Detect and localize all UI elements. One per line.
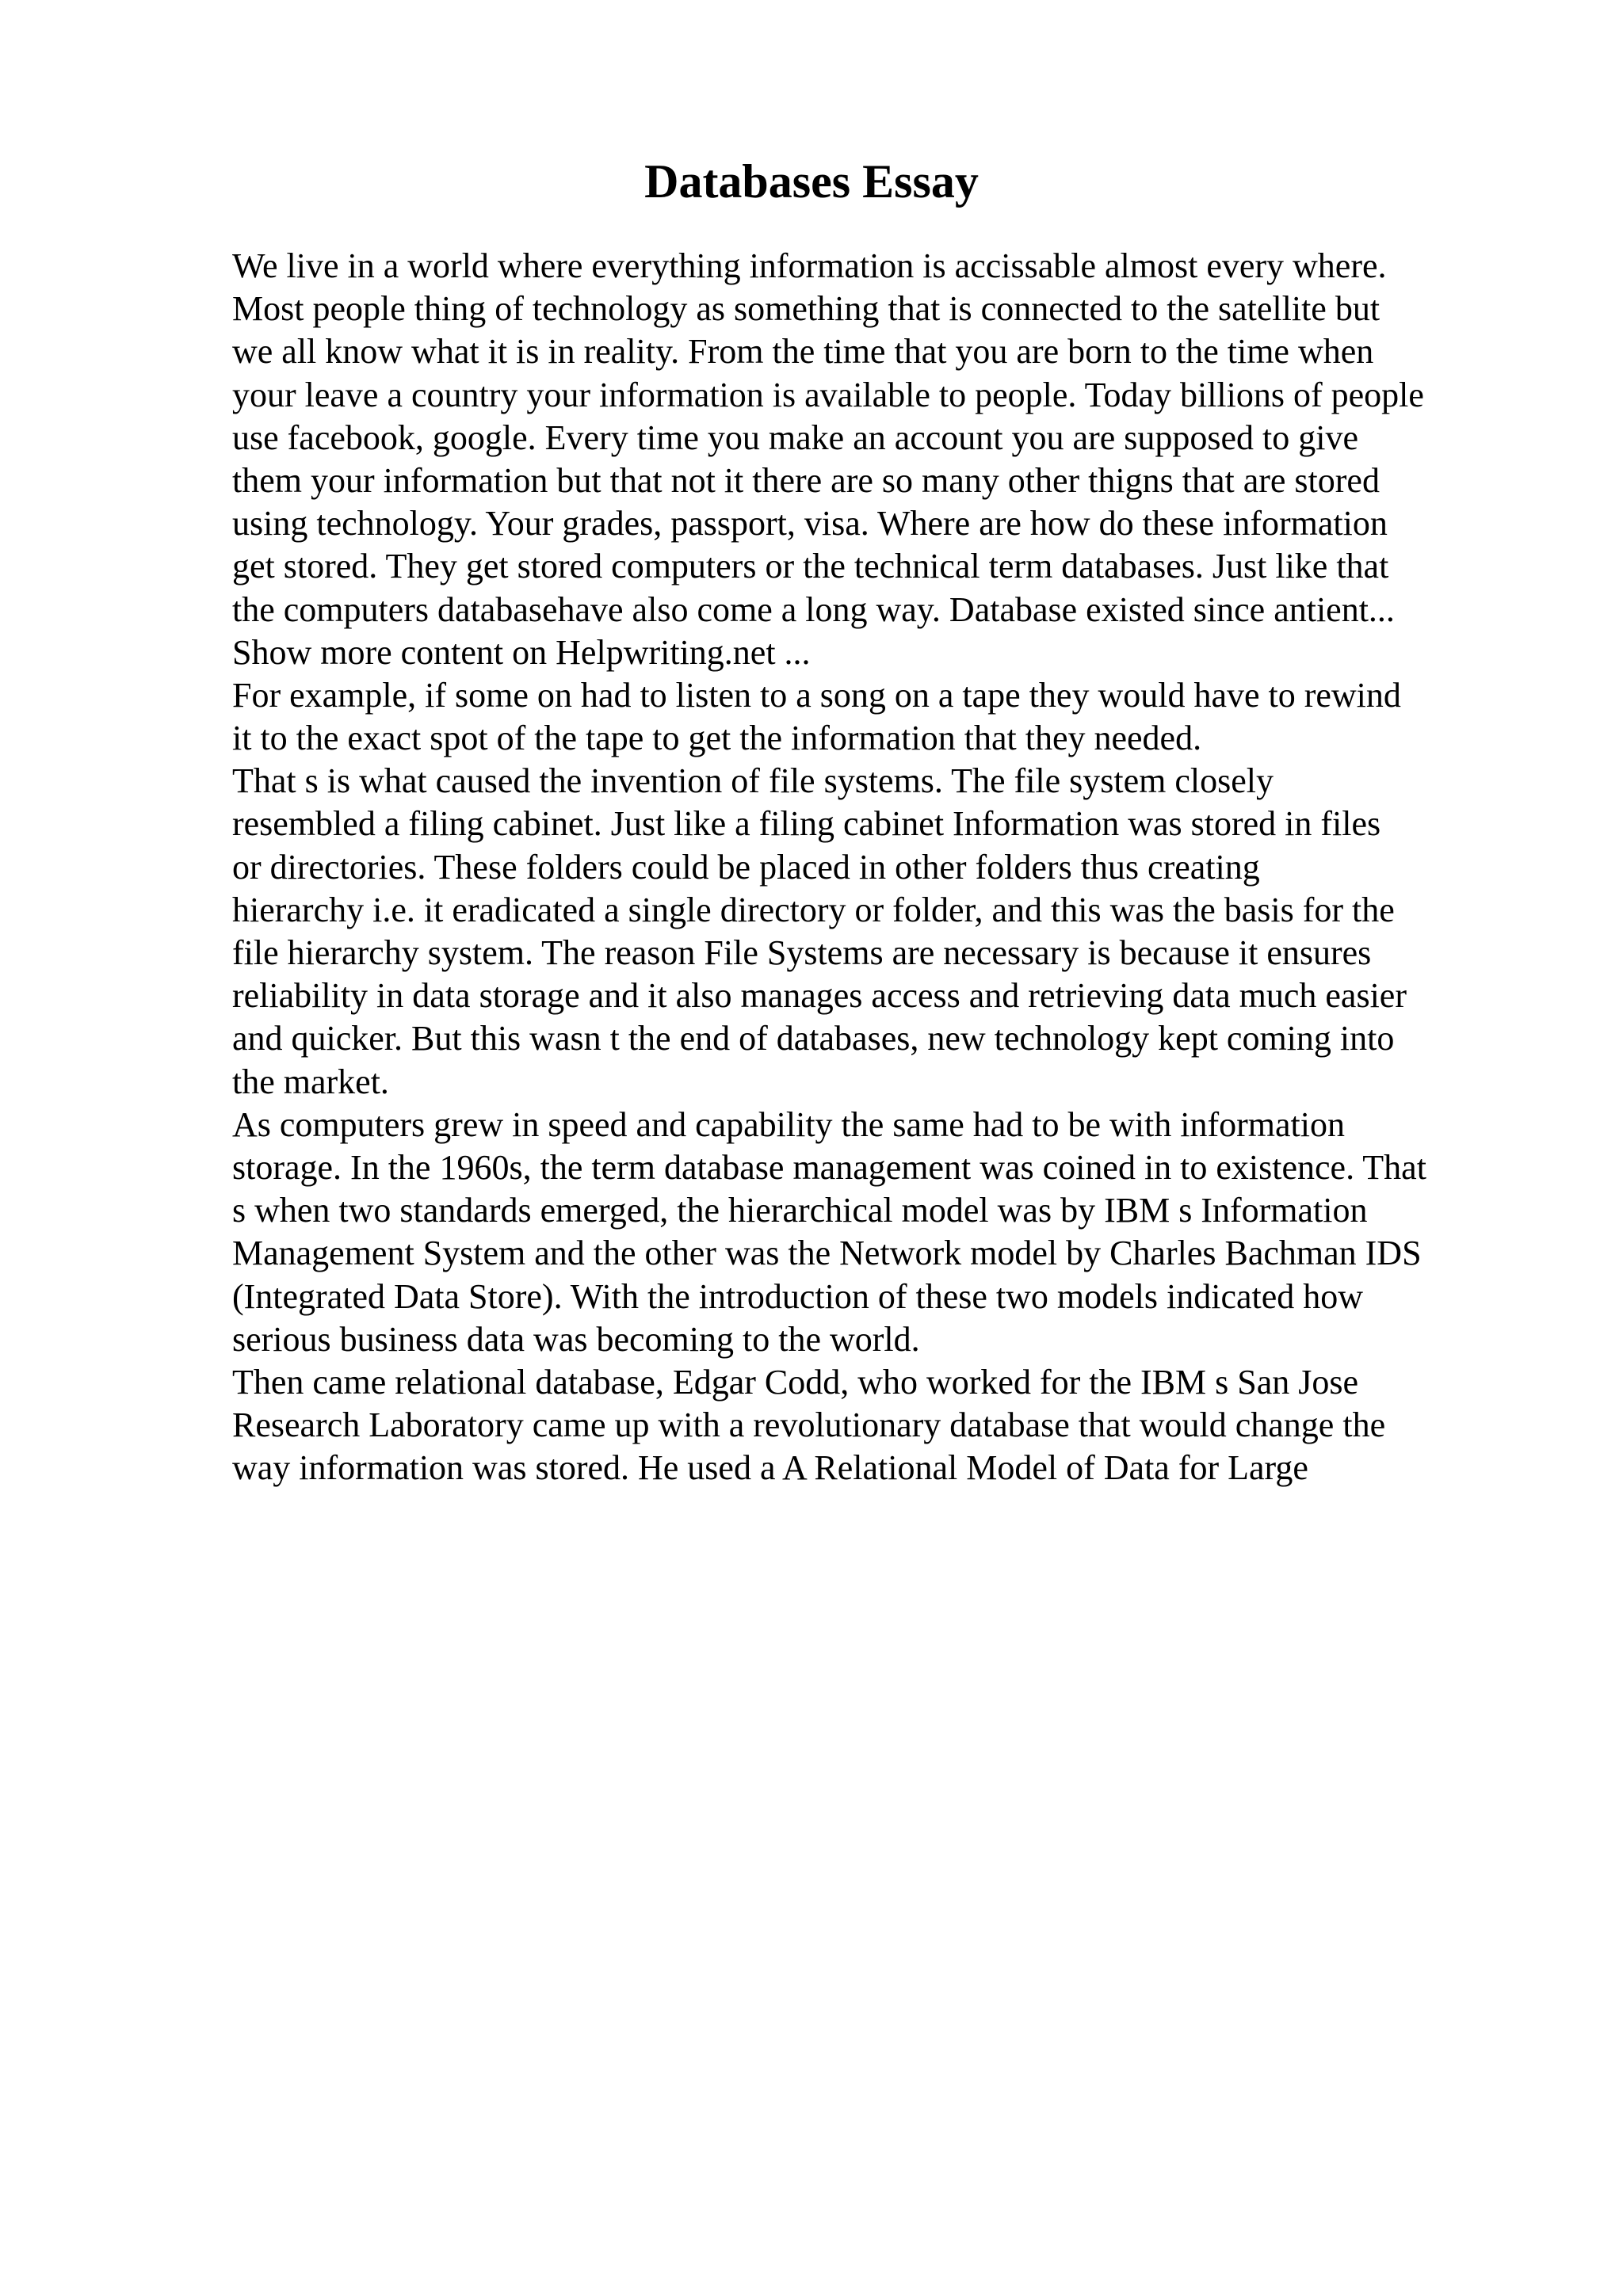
text-line: Then came relational database, Edgar Codd, who worked for the IBM s San Jose — [232, 1362, 1359, 1402]
text-line: Most people thing of technology as something that is connected to the satellite but — [232, 289, 1381, 329]
text-line: Management System and the other was the Network model by Charles Bachman IDS — [232, 1234, 1422, 1273]
show-more-link[interactable]: Show more content on Helpwriting.net ... — [232, 632, 811, 672]
text-line: we all know what it is in reality. From the time that you are born to the time when — [232, 332, 1374, 372]
text-line: serious business data was becoming to the world. — [232, 1319, 920, 1359]
text-line: We live in a world where everything information is accissable almost every where. — [232, 246, 1387, 285]
text-line: reliability in data storage and it also manages access and retrieving data much easier — [232, 976, 1407, 1016]
text-line: them your information but that not it there are so many other thigns that are stored — [232, 460, 1380, 500]
text-line: get stored. They get stored computers or the technical term databases. Just like that — [232, 547, 1389, 586]
text-line: the market. — [232, 1062, 389, 1101]
text-line: Research Laboratory came up with a revolutionary database that would change the — [232, 1405, 1386, 1445]
text-line: or directories. These folders could be placed in other folders thus creating — [232, 847, 1260, 887]
text-line: your leave a country your information is available to people. Today billions of people — [232, 375, 1424, 414]
text-line: s when two standards emerged, the hierarchical model was by IBM s Information — [232, 1191, 1368, 1230]
text-line: storage. In the 1960s, the term database management was coined in to existence. That — [232, 1147, 1426, 1187]
text-line: and quicker. But this wasn t the end of databases, new technology kept coming into — [232, 1019, 1395, 1058]
text-line: resembled a filing cabinet. Just like a filing cabinet Information was stored in files — [232, 804, 1381, 844]
text-line: using technology. Your grades, passport, visa. Where are how do these information — [232, 504, 1388, 543]
text-line: it to the exact spot of the tape to get the information that they needed. — [232, 719, 1202, 758]
text-line: That s is what caused the invention of file systems. The file system closely — [232, 761, 1274, 801]
text-line: way information was stored. He used a A Relational Model of Data for Large — [232, 1448, 1308, 1488]
text-line: As computers grew in speed and capability the same had to be with information — [232, 1104, 1345, 1144]
text-line: (Integrated Data Store). With the introduction of these two models indicated how — [232, 1276, 1364, 1316]
text-line: For example, if some on had to listen to a song on a tape they would have to rewind — [232, 675, 1401, 715]
document-title: Databases Essay — [644, 155, 979, 208]
text-line: the computers databasehave also come a long way. Database existed since antient... — [232, 589, 1395, 629]
text-line: use facebook, google. Every time you make an account you are supposed to give — [232, 418, 1358, 457]
document-body — [232, 245, 1516, 1489]
text-line: hierarchy i.e. it eradicated a single directory or folder, and this was the basis for the — [232, 890, 1395, 929]
text-line: file hierarchy system. The reason File Systems are necessary is because it ensures — [232, 933, 1372, 972]
